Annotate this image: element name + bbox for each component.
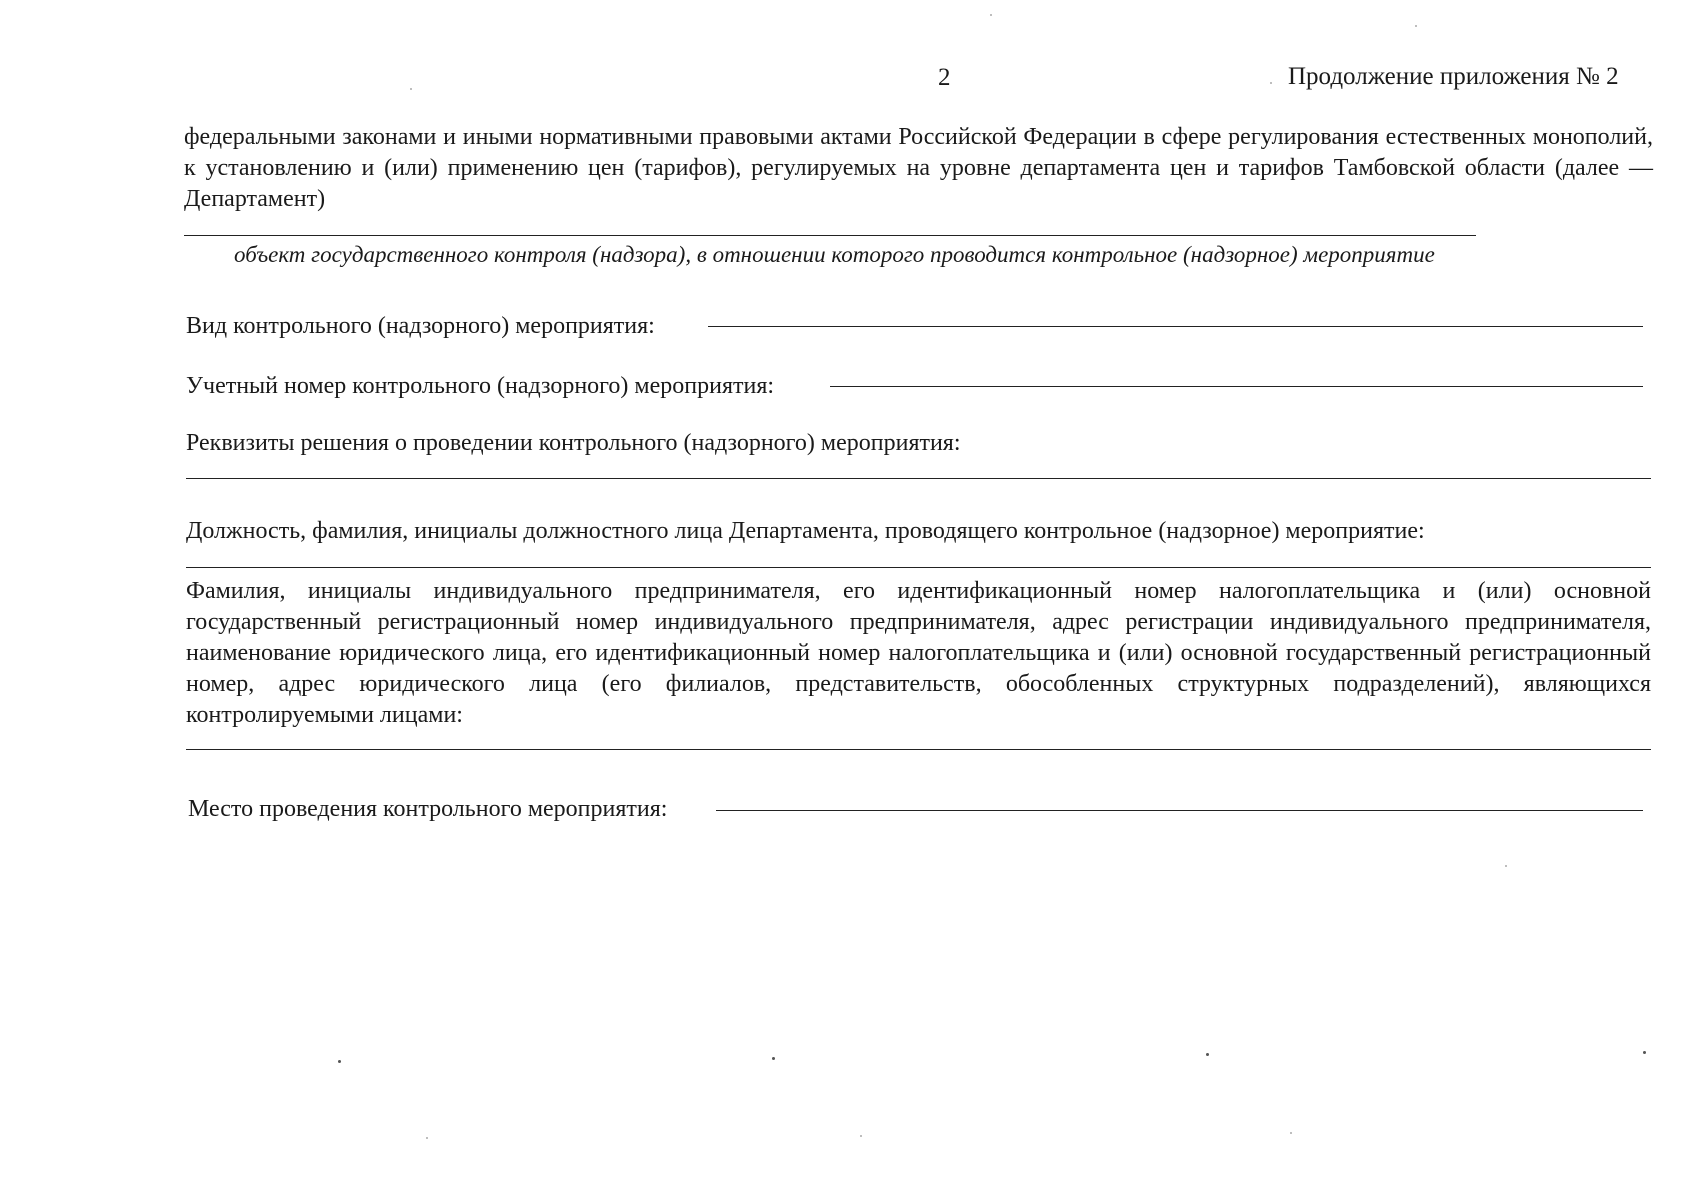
official-field-line[interactable] — [186, 567, 1651, 568]
decision-label: Реквизиты решения о проведении контрольного (надзорного) мероприятия: — [186, 430, 961, 456]
scan-speck — [410, 88, 412, 90]
persons-field-line[interactable] — [186, 749, 1651, 750]
scan-speck — [990, 14, 992, 16]
scan-speck — [1505, 865, 1507, 867]
place-field-line[interactable] — [716, 810, 1643, 811]
scan-speck — [1206, 1053, 1209, 1056]
registry-label: Учетный номер контрольного (надзорного) мероприятия: — [186, 373, 775, 399]
object-caption: объект государственного контроля (надзора), в отношении которого проводится контрольное (надзорное) мероприятие — [234, 242, 1435, 267]
kind-field-line[interactable] — [708, 326, 1643, 327]
scan-speck — [426, 1137, 428, 1139]
object-line — [184, 235, 1476, 236]
kind-label: Вид контрольного (надзорного) мероприятия: — [186, 313, 655, 339]
scan-speck — [1270, 82, 1272, 84]
scan-speck — [772, 1057, 775, 1060]
scan-speck — [1290, 1132, 1292, 1134]
scan-speck — [1643, 1051, 1646, 1054]
scan-speck — [338, 1060, 341, 1063]
official-label: Должность, фамилия, инициалы должностного лица Департамента, проводящего контрольное (надзорное) мероприятие: — [186, 518, 1425, 544]
appendix-continuation: Продолжение приложения № 2 — [1288, 63, 1619, 90]
page-number: 2 — [938, 64, 951, 91]
persons-paragraph: Фамилия, инициалы индивидуального предпринимателя, его идентификационный номер налогоплательщика и (или) основной государственный регистрационный номер индивидуального предпринимателя, адрес регистрации индивидуального предпринимателя, наименование юридического лица, его идентификационный номер налогоплательщика и (или) основной государственный регистрационный номер, адрес юридического лица (его филиалов, представительств, обособленных структурных подразделений), являющихся контролируемыми лицами: — [186, 578, 1651, 728]
intro-paragraph: федеральными законами и иными нормативными правовыми актами Российской Федерации в сфере регулирования естественных монополий, к установлению и (или) применению цен (тарифов), регулируемых на уровне департамента цен и тарифов Тамбовской области (далее — Департамент) — [184, 124, 1653, 212]
registry-field-line[interactable] — [830, 386, 1643, 387]
decision-field-line[interactable] — [186, 478, 1651, 479]
scan-speck — [1415, 25, 1417, 27]
place-label: Место проведения контрольного мероприятия: — [188, 796, 668, 822]
scan-speck — [860, 1135, 862, 1137]
